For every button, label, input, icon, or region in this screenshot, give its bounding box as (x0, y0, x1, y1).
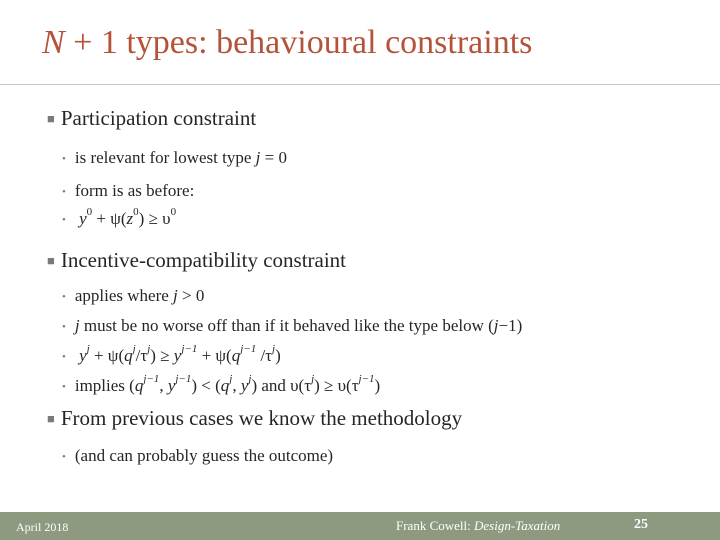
slide-footer (0, 512, 720, 540)
bullet-dot-icon: • (62, 153, 66, 165)
bullet-incentive-compatibility (47, 248, 346, 273)
var-q: q (124, 346, 133, 365)
sub-bullet-no-worse-off (62, 316, 522, 336)
formula-text: , (159, 376, 168, 395)
bullet-dot-icon: • (62, 291, 66, 303)
superscript: j−1 (240, 343, 257, 356)
footer-author-name: Frank Cowell: (396, 518, 474, 533)
superscript: j (248, 373, 252, 386)
sub-bullet-ic-formula (62, 343, 281, 366)
var-y: y (167, 376, 176, 395)
bullet-dot-icon: • (62, 321, 66, 333)
slide-title (42, 24, 532, 62)
superscript: j−1 (358, 373, 375, 386)
bullet-square-icon: ■ (47, 111, 55, 126)
formula-text: + ψ( (92, 209, 127, 228)
formula-text: implies ( (74, 376, 135, 395)
var-j: j (173, 286, 178, 305)
sub-text: > 0 (177, 286, 205, 305)
superscript: 0 (170, 206, 177, 219)
sub-bullet-lowest-type (62, 148, 287, 168)
bullet-text: Participation constraint (60, 106, 257, 130)
bullet-dot-icon: • (62, 186, 66, 198)
superscript: j (132, 343, 136, 356)
var-j: j (493, 316, 499, 335)
formula-text: ) ≥ υ (138, 209, 171, 228)
var-y: y (173, 346, 182, 365)
page-number: 25 (634, 517, 648, 532)
superscript: j (272, 343, 276, 356)
sub-text: form is as before: (74, 181, 195, 200)
superscript: j (86, 343, 90, 356)
formula-text: ) ≥ (150, 346, 174, 365)
superscript: j−1 (181, 343, 198, 356)
footer-author (396, 518, 560, 534)
formula-text: + ψ( (89, 346, 125, 365)
var-j: j (74, 316, 80, 335)
sub-bullet-form (62, 181, 194, 201)
bullet-participation (47, 106, 256, 131)
formula-text: ) ≥ υ(τ (314, 376, 359, 395)
formula-text: /τ (256, 346, 273, 365)
sub-text: is relevant for lowest type (74, 148, 256, 167)
sub-bullet-implies (62, 373, 381, 396)
sub-text: −1) (498, 316, 523, 335)
sub-text: must be no worse off than if it behaved like the type below ( (79, 316, 494, 335)
bullet-methodology (47, 406, 462, 431)
var-y: y (79, 346, 87, 365)
var-q: q (220, 376, 230, 395)
var-z: z (126, 209, 134, 228)
bullet-text: Incentive-compatibility constraint (60, 248, 347, 272)
superscript: j (147, 343, 151, 356)
superscript: j−1 (175, 373, 192, 386)
footer-date: April 2018 (16, 520, 69, 534)
formula-text: ) < ( (191, 376, 221, 395)
formula-text: , (232, 376, 241, 395)
sub-bullet-participation-formula (62, 206, 177, 229)
sub-text: = 0 (260, 148, 287, 167)
formula-text: ) (374, 376, 381, 395)
var-q: q (231, 346, 241, 365)
bullet-dot-icon: • (62, 351, 66, 363)
bullet-square-icon: ■ (47, 253, 55, 268)
title-text: + 1 types: behavioural constraints (64, 24, 533, 61)
sub-text: (and can probably guess the outcome) (74, 446, 334, 465)
title-variable: N (42, 24, 65, 61)
superscript: j (229, 373, 233, 386)
bullet-dot-icon: • (62, 381, 66, 393)
formula-text: /τ (135, 346, 148, 365)
superscript: j (311, 373, 315, 386)
title-divider (0, 84, 720, 85)
formula-text: ) and υ(τ (251, 376, 312, 395)
formula-text: ) (275, 346, 281, 365)
var-j: j (255, 148, 261, 167)
superscript: j−1 (143, 373, 160, 386)
sub-bullet-applies (62, 286, 204, 306)
bullet-text: From previous cases we know the methodology (60, 406, 463, 430)
footer-book-title: Design-Taxation (474, 518, 561, 533)
superscript: 0 (133, 206, 139, 219)
superscript: 0 (86, 206, 93, 219)
formula-text: + ψ( (197, 346, 232, 365)
bullet-square-icon: ■ (47, 411, 55, 426)
sub-bullet-outcome (62, 446, 333, 466)
var-y: y (79, 209, 87, 228)
bullet-dot-icon: • (62, 214, 66, 226)
bullet-dot-icon: • (62, 451, 66, 463)
var-q: q (134, 376, 144, 395)
var-y: y (240, 376, 249, 395)
sub-text: applies where (74, 286, 174, 305)
